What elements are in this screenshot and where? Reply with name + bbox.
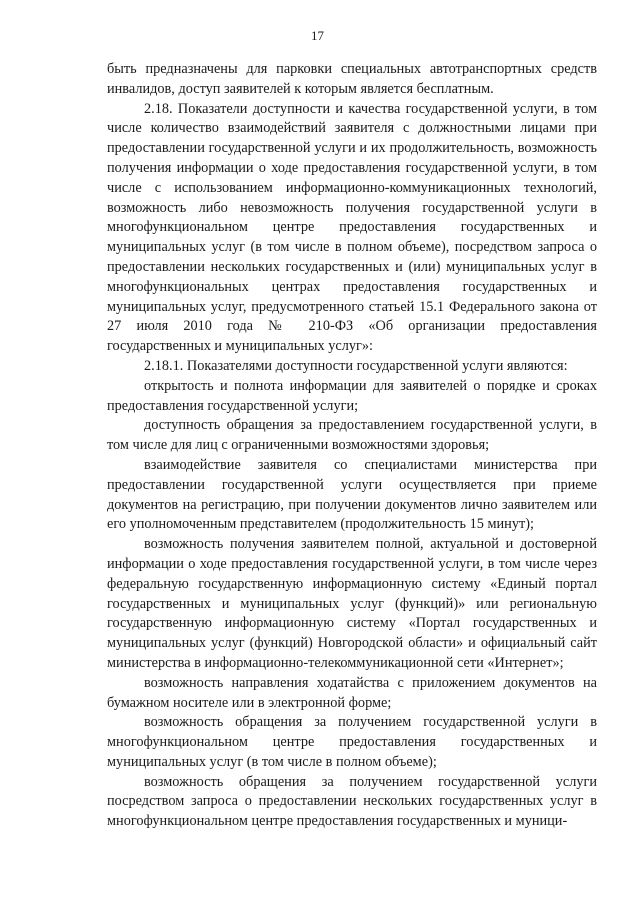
document-body: [107, 60, 597, 832]
paragraph-2-18-1: 2.18.1. Показателями доступности государственной услуги являются:: [144, 357, 568, 374]
list-item-interaction: взаимодействие заявителя со специалистами министерства при предоставлении государственной услуги осуществляется при приеме документов на регистрацию, при получении документов лично заявителем или его уполномоченным представителем (продолжительность 15 минут);: [107, 456, 597, 533]
list-item-openness: открытость и полнота информации для заявителей о порядке и сроках предоставления государственной услуги;: [107, 377, 597, 414]
list-item-mfc: возможность обращения за получением государственной услуги в многофункциональном центре предоставления государственных и муниципальных услуг (в том числе в полном объеме);: [107, 714, 597, 770]
paragraph-continuation: быть предназначены для парковки специальных автотранспортных средств инвалидов, доступ заявителей к которым является бесплатным.: [107, 61, 597, 97]
page-number: 17: [311, 28, 324, 43]
list-item-accessibility: доступность обращения за предоставлением государственной услуги, в том числе для лиц с ограниченными возможностями здоровья;: [107, 417, 597, 454]
list-item-petition: возможность направления ходатайства с приложением документов на бумажном носителе или в электронной форме;: [107, 674, 597, 711]
paragraph-2-18: 2.18. Показатели доступности и качества государственной услуги, в том числе количество взаимодействий заявителя с должностными лицами при предоставлении государственной услуги и их продолжительность, возможность получения информации о ходе предоставления государственной услуги, в том числе с использованием информационно-коммуникационных технологий, возможность либо невозможность получения государственной услуги в многофункциональном центре предоставления государственных и муниципальных услуг (в том числе в полном объеме), посредством запроса о предоставлении нескольких государственных и (или) муниципальных услуг в многофункциональных центрах предоставления государственных и муниципальных услуг, предусмотренного статьей 15.1 Федерального закона от 27 июля 2010 года № 210-ФЗ «Об организации предоставления государственных и муниципальных услуг»:: [107, 100, 597, 355]
list-item-information: возможность получения заявителем полной, актуальной и достоверной информации о ходе предоставления государственной услуги, в том числе через федеральную государственную информационную систему «Единый портал государственных и муниципальных услуг (функций)» или региональную государственную информационную систему «Портал государственных и муниципальных услуг (функций) Новгородской области» и официальный сайт министерства в информационно-телекоммуникационной сети «Интернет»;: [107, 536, 597, 671]
list-item-multiple-request: возможность обращения за получением государственной услуги посредством запроса о предоставлении нескольких государственных услуг в многофункциональном центре предоставления государственных и муници-: [107, 773, 597, 830]
